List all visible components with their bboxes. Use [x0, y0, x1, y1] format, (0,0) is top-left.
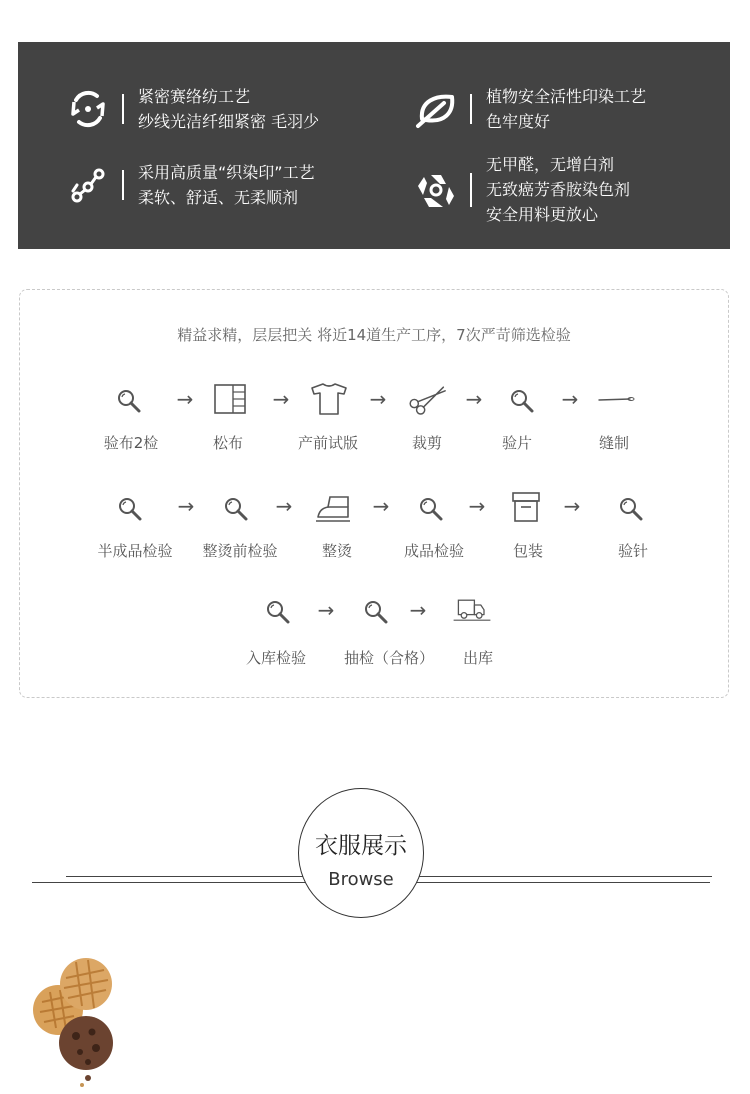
features-banner [18, 42, 730, 249]
step-label: 入库检验 [245, 649, 306, 667]
box-icon [506, 490, 546, 524]
feature-line: 柔软、舒适、无柔顺剂 [138, 188, 299, 207]
step-label: 抽检（合格） [343, 649, 434, 667]
step-label: 整烫 [321, 542, 352, 560]
process-arrow: → [561, 387, 579, 411]
process-arrow: → [176, 387, 194, 411]
process-arrow: → [372, 494, 390, 518]
recycle-icon [414, 168, 458, 212]
dye-process-icon [66, 163, 110, 207]
process-arrow: → [468, 494, 486, 518]
feature-quality [66, 160, 315, 210]
scissors-icon [407, 382, 447, 416]
process-heading: 精益求精，层层把关 将近14道生产工序，7次严苛筛选检验 [177, 326, 571, 344]
process-arrow: → [275, 494, 293, 518]
feature-line: 紧密赛络纺工艺 [138, 87, 251, 106]
step-label: 整烫前检验 [202, 542, 278, 560]
step-label: 出库 [462, 649, 493, 667]
feature-line: 采用高质量“织染印”工艺 [138, 163, 315, 182]
step-label: 包装 [512, 542, 543, 560]
step-label: 产前试版 [297, 434, 358, 452]
iron-icon [314, 490, 354, 524]
magnifier-icon [356, 595, 396, 629]
step-label: 验布2检 [103, 434, 159, 452]
magnifier-icon [611, 492, 651, 526]
step-label: 验针 [617, 542, 648, 560]
production-process-card [19, 289, 729, 698]
feature-density [66, 84, 319, 134]
feature-line: 纱线光洁纤细紧密 毛羽少 [138, 112, 320, 131]
tshirt-icon [309, 382, 349, 416]
process-arrow: → [465, 387, 483, 411]
feature-line: 无甲醛，无增白剂 [486, 155, 615, 174]
magnifier-icon [109, 384, 149, 418]
step-label: 裁剪 [411, 434, 442, 452]
feature-line: 色牢度好 [486, 112, 551, 131]
feature-divider [122, 170, 124, 200]
leaf-icon [414, 87, 458, 131]
process-arrow: → [317, 598, 335, 622]
step-label: 缝制 [598, 434, 629, 452]
fabric-density-icon [66, 87, 110, 131]
process-arrow: → [563, 494, 581, 518]
section-title: 衣服展示 [315, 833, 407, 859]
magnifier-icon [258, 595, 298, 629]
feature-divider [470, 94, 472, 124]
step-label: 半成品检验 [97, 542, 173, 560]
process-arrow: → [369, 387, 387, 411]
feature-dyeing [414, 84, 646, 134]
feature-line: 植物安全活性印染工艺 [486, 87, 647, 106]
section-subtitle: Browse [328, 869, 394, 890]
step-label: 验片 [501, 434, 532, 452]
feature-line: 安全用料更放心 [486, 205, 599, 224]
browse-badge [298, 788, 424, 918]
needle-icon [596, 382, 636, 416]
step-label: 松布 [212, 434, 243, 452]
fabric-roll-icon [210, 382, 250, 416]
step-label: 成品检验 [403, 542, 464, 560]
feature-safety [414, 152, 630, 227]
cookies-image [30, 950, 125, 1090]
feature-divider [470, 173, 472, 207]
process-arrow: → [177, 494, 195, 518]
truck-icon [452, 592, 492, 626]
feature-divider [122, 94, 124, 124]
process-arrow: → [272, 387, 290, 411]
magnifier-icon [411, 492, 451, 526]
feature-line: 无致癌芳香胺染色剂 [486, 180, 631, 199]
magnifier-icon [502, 384, 542, 418]
process-arrow: → [409, 598, 427, 622]
magnifier-icon [110, 492, 150, 526]
magnifier-icon [216, 492, 256, 526]
